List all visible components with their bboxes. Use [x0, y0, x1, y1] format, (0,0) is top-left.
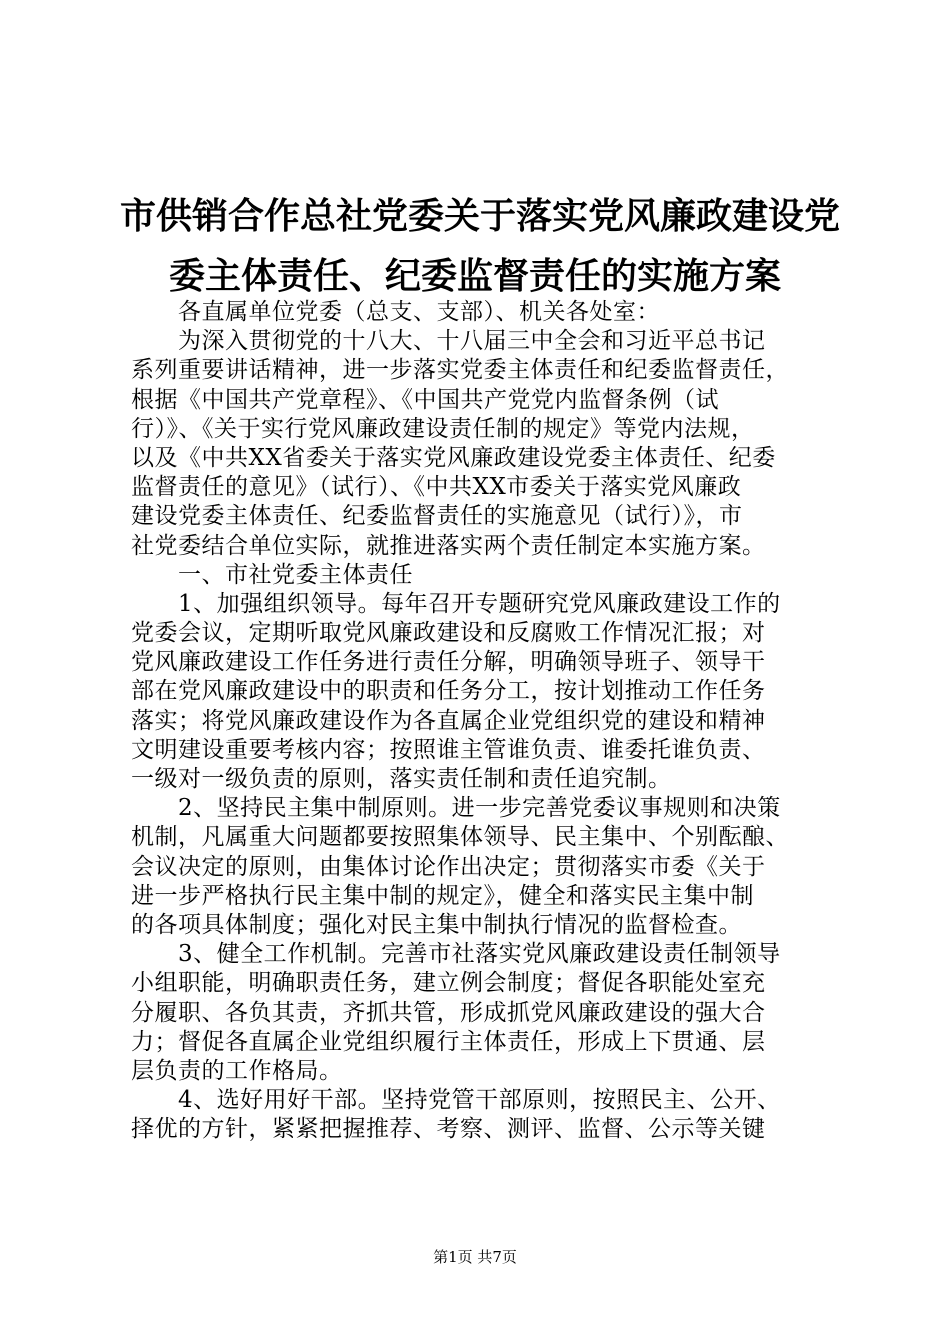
body-text-line: 1、加强组织领导。每年召开专题研究党风廉政建设工作的 [131, 590, 781, 617]
body-text-line: 择优的方针，紧紧把握推荐、考察、测评、监督、公示等关键 [131, 1116, 766, 1143]
body-text-line: 2、坚持民主集中制原则。进一步完善党委议事规则和决策 [131, 795, 781, 822]
document-title-line-1: 市供销合作总社党委关于落实党风廉政建设党 [120, 196, 841, 237]
body-text-line: 会议决定的原则，由集体讨论作出决定；贯彻落实市委《关于 [131, 853, 766, 880]
body-text-line: 进一步严格执行民主集中制的规定》，健全和落实民主集中制 [131, 882, 754, 909]
body-text-line: 文明建设重要考核内容；按照谁主管谁负责、谁委托谁负责、 [131, 736, 766, 763]
body-text-line: 机制，凡属重大问题都要按照集体领导、民主集中、个别酝酿、 [131, 824, 789, 851]
body-text-line: 3、健全工作机制。完善市社落实党风廉政建设责任制领导 [131, 941, 781, 968]
body-text-line: 社党委结合单位实际，就推进落实两个责任制定本实施方案。 [131, 532, 766, 559]
body-text-line: 党委会议，定期听取党风廉政建设和反腐败工作情况汇报；对 [131, 620, 766, 647]
body-text-line: 落实；将党风廉政建设作为各直属企业党组织党的建设和精神 [131, 707, 766, 734]
body-text-line: 一级对一级负责的原则，落实责任制和责任追究制。 [131, 766, 672, 792]
body-text-line: 根据《中国共产党章程》、《中国共产党党内监督条例（试 [131, 386, 719, 413]
body-text-line: 分履职、各负其责，齐抓共管，形成抓党风廉政建设的强大合 [131, 999, 766, 1026]
body-text-line: 的各项具体制度；强化对民主集中制执行情况的监督检查。 [131, 911, 742, 938]
body-text-line: 系列重要讲话精神，进一步落实党委主体责任和纪委监督责任， [131, 357, 789, 384]
body-text-line: 以及《中共XX省委关于落实党风廉政建设党委主体责任、纪委 [131, 444, 776, 471]
body-text-line: 党风廉政建设工作任务进行责任分解，明确领导班子、领导干 [131, 649, 766, 676]
body-text-line: 为深入贯彻党的十八大、十八届三中全会和习近平总书记 [131, 328, 766, 355]
body-text-line: 部在党风廉政建设中的职责和任务分工，按计划推动工作任务 [131, 678, 766, 705]
body-text-line: 行）》、《关于实行党风廉政建设责任制的规定》等党内法规， [131, 415, 755, 442]
body-text-line: 建设党委主体责任、纪委监督责任的实施意见（试行）》，市 [131, 503, 743, 530]
body-text-line: 监督责任的意见》（试行）、《中共XX市委关于落实党风廉政 [131, 474, 742, 501]
document-title-line-2: 委主体责任、纪委监督责任的实施方案 [168, 256, 781, 297]
body-text-line: 层负责的工作格局。 [131, 1057, 343, 1084]
body-text-line: 一、市社党委主体责任 [131, 561, 413, 588]
body-text-line: 小组职能，明确职责任务，建立例会制度；督促各职能处室充 [131, 970, 766, 997]
document-body [131, 298, 831, 1144]
body-text-line: 4、选好用好干部。坚持党管干部原则，按照民主、公开、 [131, 1087, 781, 1114]
body-text-line: 力；督促各直属企业党组织履行主体责任，形成上下贯通、层 [131, 1028, 766, 1055]
page-footer: 第1页 共7页 [433, 1248, 517, 1266]
body-text-line: 各直属单位党委（总支、支部）、机关各处室： [131, 299, 660, 325]
